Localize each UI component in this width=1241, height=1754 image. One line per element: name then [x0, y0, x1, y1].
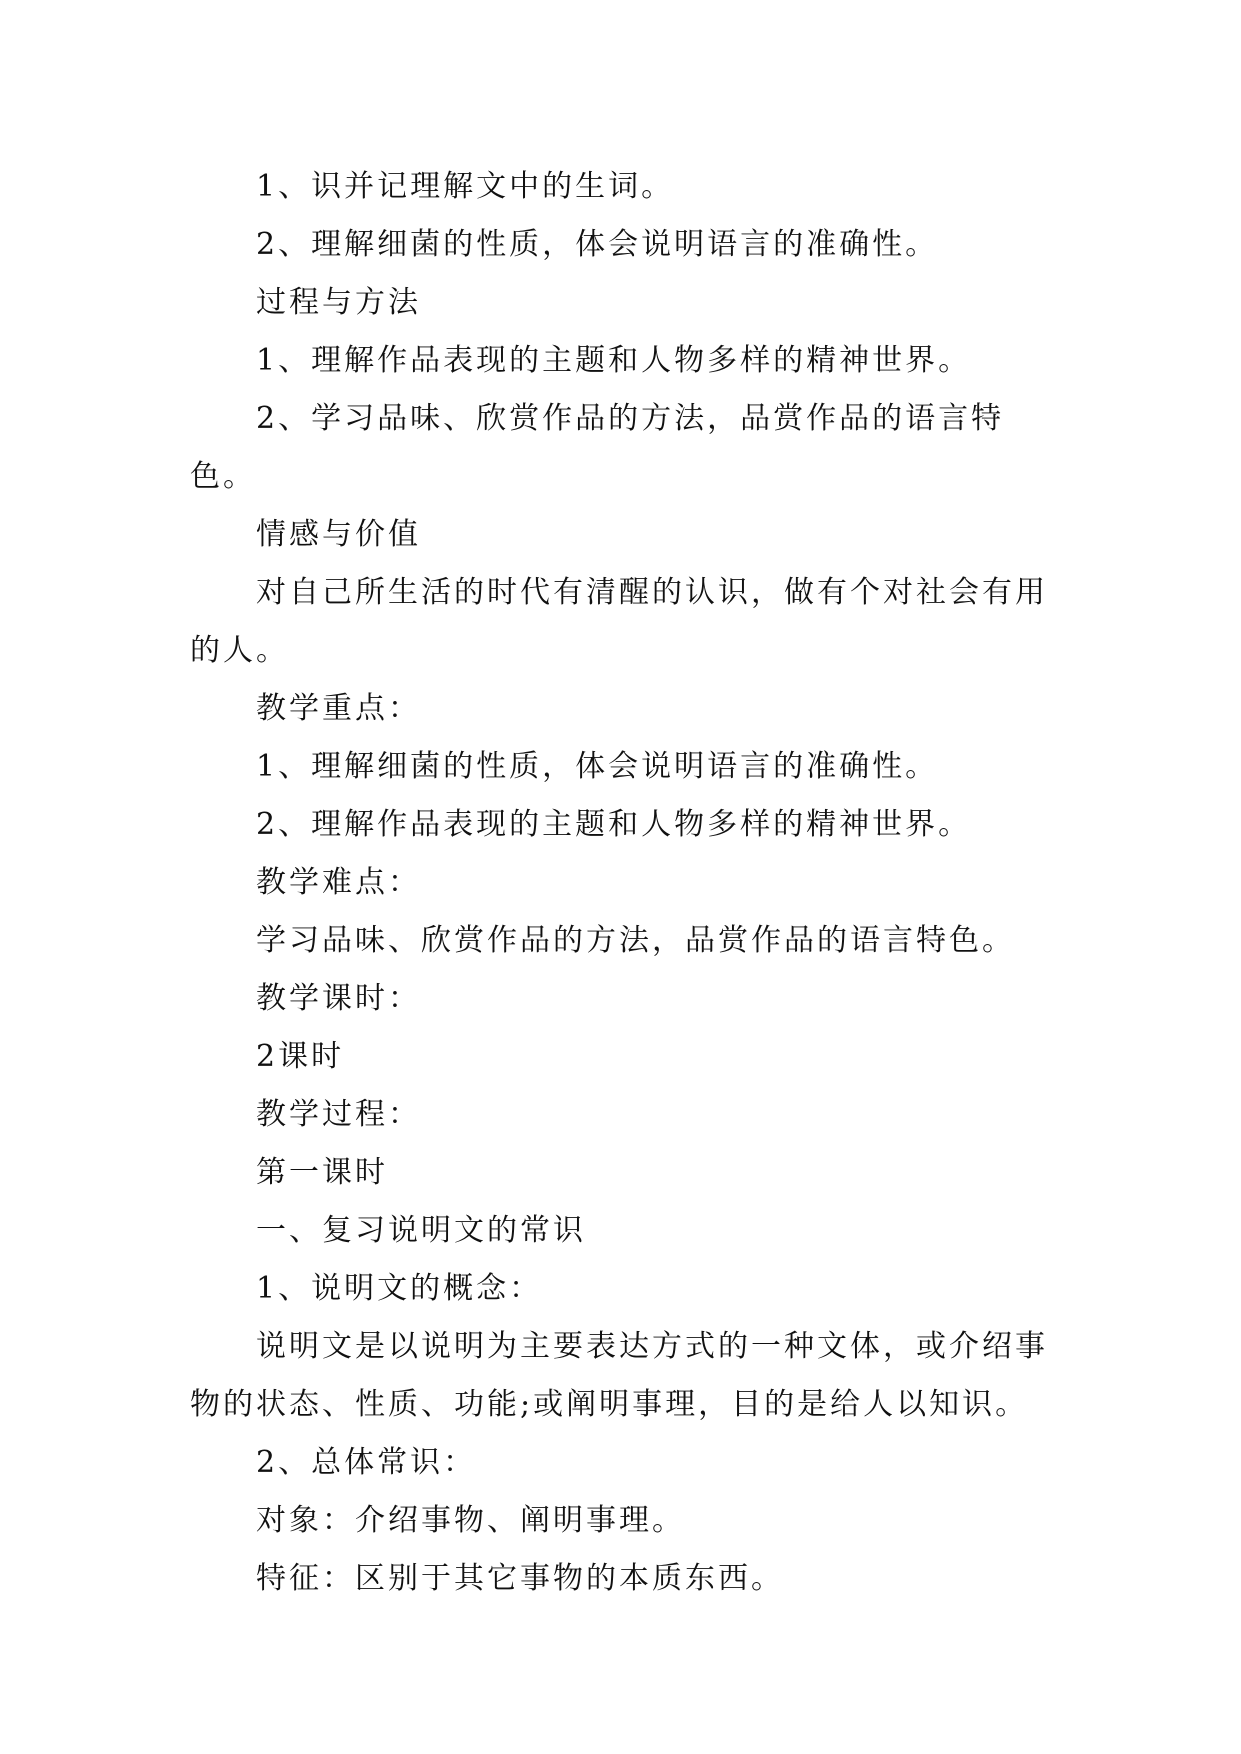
paragraph: 1、理解细菌的性质，体会说明语言的准确性。	[256, 749, 939, 784]
section-heading: 教学难点：	[256, 865, 421, 900]
paragraph: 对自己所生活的时代有清醒的认识，做有个对社会有用的人。	[190, 575, 1048, 668]
section-heading: 一、复习说明文的常识	[256, 1213, 586, 1248]
paragraph: 特征：区别于其它事物的本质东西。	[256, 1561, 784, 1596]
section-heading: 教学课时：	[256, 981, 421, 1016]
paragraph: 1、说明文的概念：	[256, 1271, 543, 1306]
section-heading: 教学过程：	[256, 1097, 421, 1132]
paragraph: 学习品味、欣赏作品的方法，品赏作品的语言特色。	[256, 923, 1015, 958]
paragraph: 对象：介绍事物、阐明事理。	[256, 1503, 685, 1538]
paragraph: 2、理解作品表现的主题和人物多样的精神世界。	[256, 807, 972, 842]
section-heading: 过程与方法	[256, 285, 421, 320]
paragraph: 2、学习品味、欣赏作品的方法，品赏作品的语言特色。	[190, 401, 1005, 494]
document-body	[190, 158, 1070, 1608]
paragraph: 说明文是以说明为主要表达方式的一种文体，或介绍事物的状态、性质、功能;或阐明事理，目的是给人以知识。	[190, 1329, 1048, 1422]
paragraph: 2、理解细菌的性质，体会说明语言的准确性。	[256, 227, 939, 262]
paragraph: 1、理解作品表现的主题和人物多样的精神世界。	[256, 343, 972, 378]
paragraph: 1、识并记理解文中的生词。	[256, 169, 675, 204]
section-heading: 教学重点：	[256, 691, 421, 726]
paragraph: 2课时	[256, 1039, 345, 1074]
paragraph: 第一课时	[256, 1155, 388, 1190]
paragraph: 2、总体常识：	[256, 1445, 477, 1480]
section-heading: 情感与价值	[256, 517, 421, 552]
